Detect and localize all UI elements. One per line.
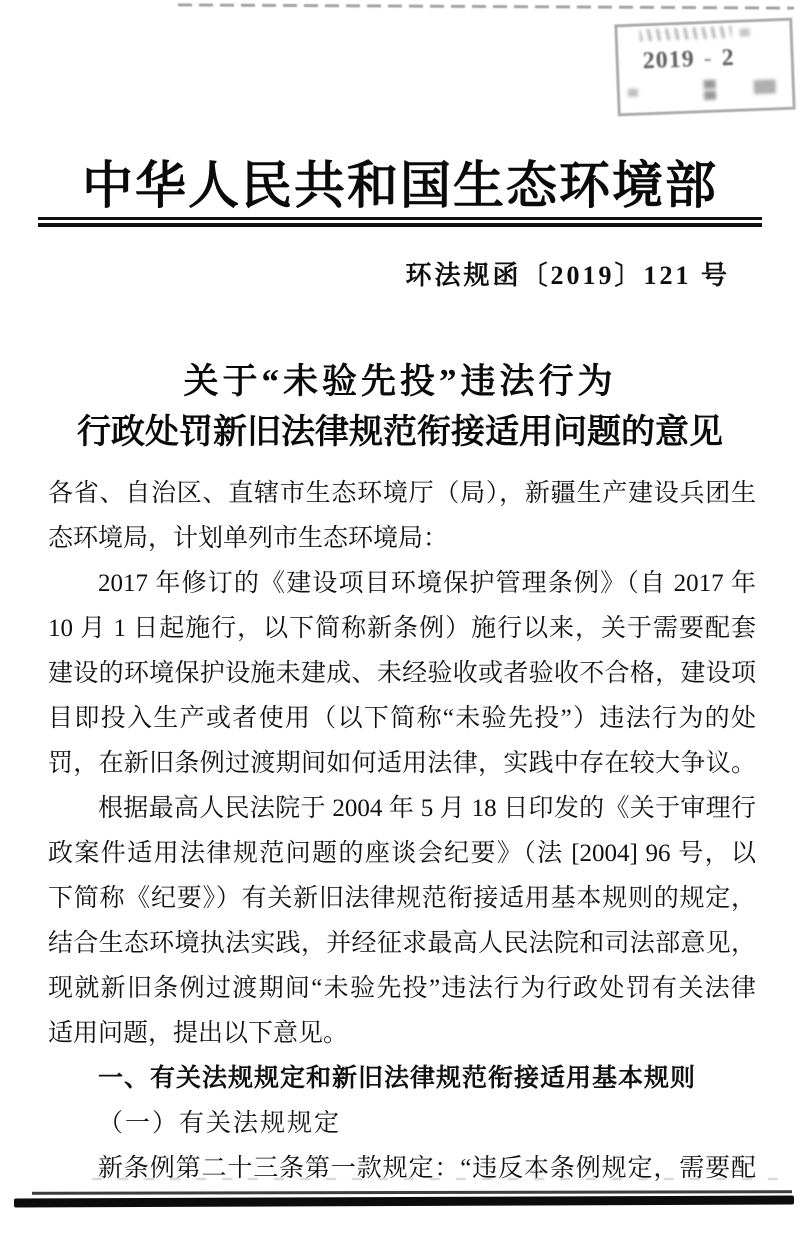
letterhead-divider-rule bbox=[38, 217, 762, 227]
subsection-heading: （一）有关法规规定 bbox=[98, 1110, 342, 1137]
body-line: 各省、自治区、直辖市生态环境厅（局），新疆生产建设兵团生 bbox=[48, 480, 756, 507]
stamp-faded-glyph bbox=[628, 89, 638, 97]
date-receipt-stamp bbox=[614, 18, 795, 117]
stamp-faded-marks bbox=[640, 26, 732, 42]
body-line: 态环境局，计划单列市生态环境局： bbox=[48, 525, 449, 552]
letterhead-title: 中华人民共和国生态环境部 bbox=[81, 159, 718, 215]
section-heading: 一、有关法规规定和新旧法律规范衔接适用基本规则 bbox=[98, 1064, 697, 1092]
scan-speck bbox=[527, 896, 532, 901]
stamp-date-line bbox=[642, 43, 783, 75]
body-line: 建设的环境保护设施未建成、未经验收或者验收不合格，建设项 bbox=[48, 660, 756, 687]
stamp-day: 2 bbox=[721, 44, 736, 72]
body-line: 结合生态环境执法实践，并经征求最高人民法院和司法部意见， bbox=[48, 930, 756, 957]
body-line: 根据最高人民法院于 2004 年 5 月 18 日印发的《关于审理行 bbox=[98, 795, 756, 822]
body-line: 罚，在新旧条例过渡期间如何适用法律，实践中存在较大争议。 bbox=[48, 750, 756, 777]
stamp-faded-glyph bbox=[754, 79, 777, 94]
scan-artifact-top-edge bbox=[178, 3, 794, 9]
body-line: 适用问题，提出以下意见。 bbox=[48, 1020, 349, 1047]
body-line: 新条例第二十三条第一款规定：“违反本条例规定，需要配 bbox=[98, 1155, 756, 1182]
stamp-faded-glyph bbox=[740, 28, 750, 36]
document-body bbox=[48, 471, 756, 1191]
document-title-line1: 关于“未验先投”违法行为 bbox=[183, 362, 617, 401]
document-number: 环法规函〔2019〕121 号 bbox=[405, 261, 730, 290]
body-line: 政案件适用法律规范问题的座谈会纪要》（法 [2004] 96 号，以 bbox=[48, 840, 756, 867]
document-title bbox=[0, 356, 800, 458]
body-line: 目即投入生产或者使用（以下简称“未验先投”）违法行为的处 bbox=[48, 705, 756, 732]
body-line: 下简称《纪要》）有关新旧法律规范衔接适用基本规则的规定， bbox=[48, 885, 756, 912]
stamp-faded-glyph bbox=[704, 80, 717, 100]
body-line: 10 月 1 日起施行，以下简称新条例）施行以来，关于需要配套 bbox=[48, 615, 756, 642]
document-title-line2: 行政处罚新旧法律规范衔接适用问题的意见 bbox=[77, 414, 723, 451]
stamp-year: 2019 bbox=[642, 46, 696, 75]
scan-artifact-bottom-band bbox=[14, 1196, 794, 1208]
body-line: 2017 年修订的《建设项目环境保护管理条例》（自 2017 年 bbox=[98, 570, 756, 597]
body-line: 现就新旧条例过渡期间“未验先投”违法行为行政处罚有关法律 bbox=[48, 975, 756, 1002]
stamp-dash: - bbox=[703, 45, 714, 73]
